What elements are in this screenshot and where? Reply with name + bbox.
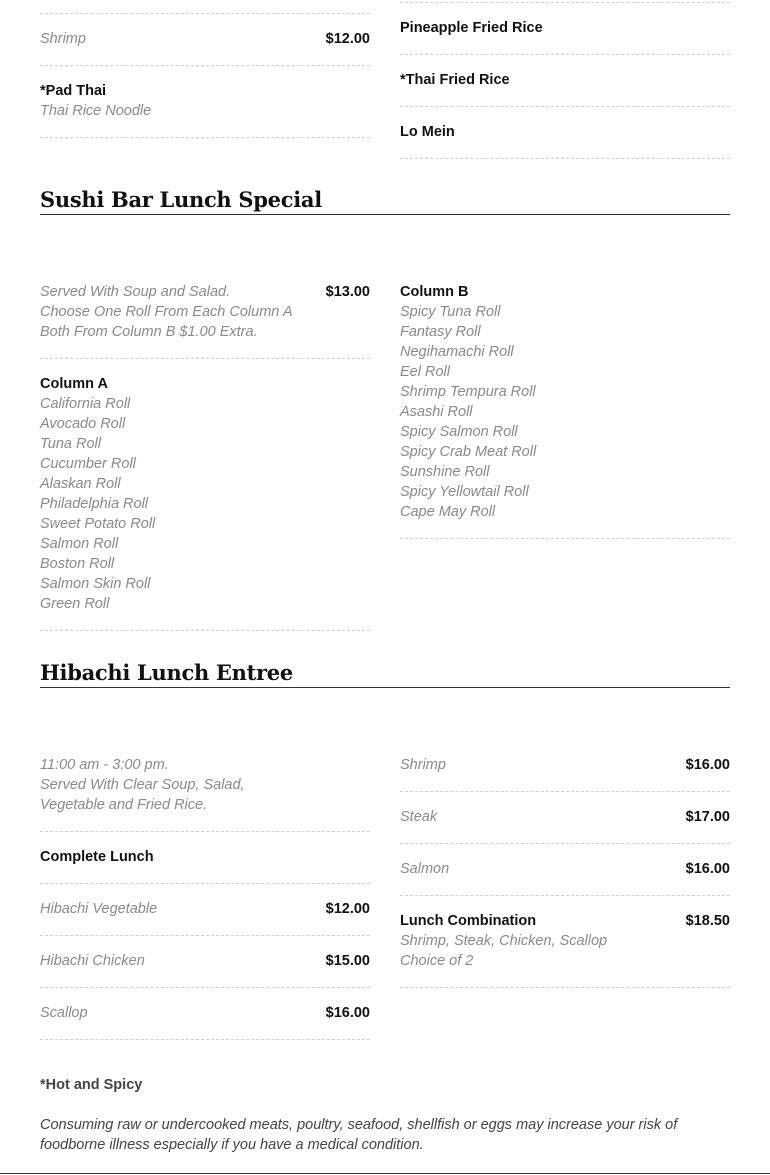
item-name: *Pad Thai	[40, 83, 107, 99]
item-name: Complete Lunch	[40, 849, 154, 865]
health-disclaimer: Consuming raw or undercooked meats, poultry, seafood, shellfish or eggs may increase your risk of foodborne illness especially if you have a medical condition.	[40, 1117, 678, 1153]
roll-item: Cucumber Roll	[40, 456, 136, 472]
menu-item	[400, 107, 730, 159]
item-description: Thai Rice Noodle	[40, 103, 152, 119]
item-description: Hibachi Chicken	[40, 953, 145, 969]
hibachi-left-column	[40, 755, 370, 1040]
roll-item: Alaskan Roll	[40, 476, 121, 492]
roll-item: Spicy Tuna Roll	[400, 304, 501, 320]
roll-item: Sunshine Roll	[400, 464, 490, 480]
column-a-list	[40, 359, 370, 631]
sushi-intro	[40, 282, 370, 359]
roll-item: Green Roll	[40, 596, 110, 612]
roll-item: Philadelphia Roll	[40, 496, 149, 512]
menu-item	[400, 844, 730, 896]
roll-item: Cape May Roll	[400, 504, 496, 520]
item-price: $12.00	[325, 901, 370, 917]
item-description: Shrimp	[40, 31, 86, 47]
hibachi-right-column	[400, 755, 730, 988]
section-title-hibachi: Hibachi Lunch Entree	[40, 659, 730, 688]
menu-item	[400, 896, 730, 988]
item-description: Choice of 2	[400, 953, 474, 969]
item-divider	[400, 2, 730, 3]
item-description: Steak	[400, 809, 438, 825]
section-title-sushi: Sushi Bar Lunch Special	[40, 186, 730, 215]
menu-item	[40, 832, 370, 884]
item-price: $16.00	[685, 861, 730, 877]
intro-line: Served With Clear Soup, Salad,	[40, 777, 245, 793]
intro-line: Both From Column B $1.00 Extra.	[40, 324, 258, 340]
roll-item: Spicy Crab Meat Roll	[400, 444, 537, 460]
item-description: Salmon	[400, 861, 450, 877]
menu-item	[400, 18, 730, 55]
item-description: Hibachi Vegetable	[40, 901, 158, 917]
item-name: Lo Mein	[400, 124, 455, 140]
intro-line: Choose One Roll From Each Column A	[40, 304, 293, 320]
roll-item: Shrimp Tempura Roll	[400, 384, 536, 400]
item-price: $12.00	[325, 31, 370, 47]
roll-item: Eel Roll	[400, 364, 450, 380]
column-b-heading: Column B	[400, 284, 469, 300]
roll-item: Negihamachi Roll	[400, 344, 514, 360]
roll-item: Spicy Yellowtail Roll	[400, 484, 529, 500]
item-price: $13.00	[325, 284, 370, 300]
sushi-right-column	[400, 282, 730, 539]
intro-line: Vegetable and Fried Rice.	[40, 797, 208, 813]
hibachi-intro	[40, 755, 370, 832]
intro-line: Served With Soup and Salad.	[40, 284, 231, 300]
item-name: *Thai Fried Rice	[400, 72, 510, 88]
item-description: Scallop	[40, 1005, 88, 1021]
sushi-left-column	[40, 282, 370, 631]
item-price: $16.00	[325, 1005, 370, 1021]
roll-item: Avocado Roll	[40, 416, 126, 432]
item-description: Shrimp, Steak, Chicken, Scallop	[400, 933, 608, 949]
top-left-column	[40, 29, 370, 138]
item-divider	[40, 13, 370, 14]
menu-item	[400, 792, 730, 844]
page-bottom-rule	[0, 1173, 770, 1174]
menu-item	[40, 66, 370, 138]
roll-item: Tuna Roll	[40, 436, 101, 452]
item-name: Lunch Combination	[400, 913, 537, 929]
roll-item: Boston Roll	[40, 556, 115, 572]
roll-item: Fantasy Roll	[400, 324, 481, 340]
menu-item	[400, 55, 730, 107]
item-price: $18.50	[685, 913, 730, 929]
menu-item	[40, 988, 370, 1040]
roll-item: Sweet Potato Roll	[40, 516, 156, 532]
item-description: Shrimp	[400, 757, 446, 773]
roll-item: Salmon Skin Roll	[40, 576, 151, 592]
menu-item	[40, 29, 370, 66]
menu-item	[400, 755, 730, 792]
roll-item: Salmon Roll	[40, 536, 119, 552]
roll-item: Spicy Salmon Roll	[400, 424, 518, 440]
item-price: $17.00	[685, 809, 730, 825]
spicy-footnote: *Hot and Spicy	[40, 1077, 143, 1093]
column-a-heading: Column A	[40, 376, 108, 392]
item-price: $15.00	[325, 953, 370, 969]
menu-item	[40, 884, 370, 936]
column-b-list	[400, 282, 730, 539]
menu-item	[40, 936, 370, 988]
item-price: $16.00	[685, 757, 730, 773]
top-right-column	[400, 18, 730, 159]
roll-item: Asashi Roll	[400, 404, 473, 420]
intro-line: 11:00 am - 3:00 pm.	[40, 757, 169, 773]
roll-item: California Roll	[40, 396, 131, 412]
item-name: Pineapple Fried Rice	[400, 20, 543, 36]
